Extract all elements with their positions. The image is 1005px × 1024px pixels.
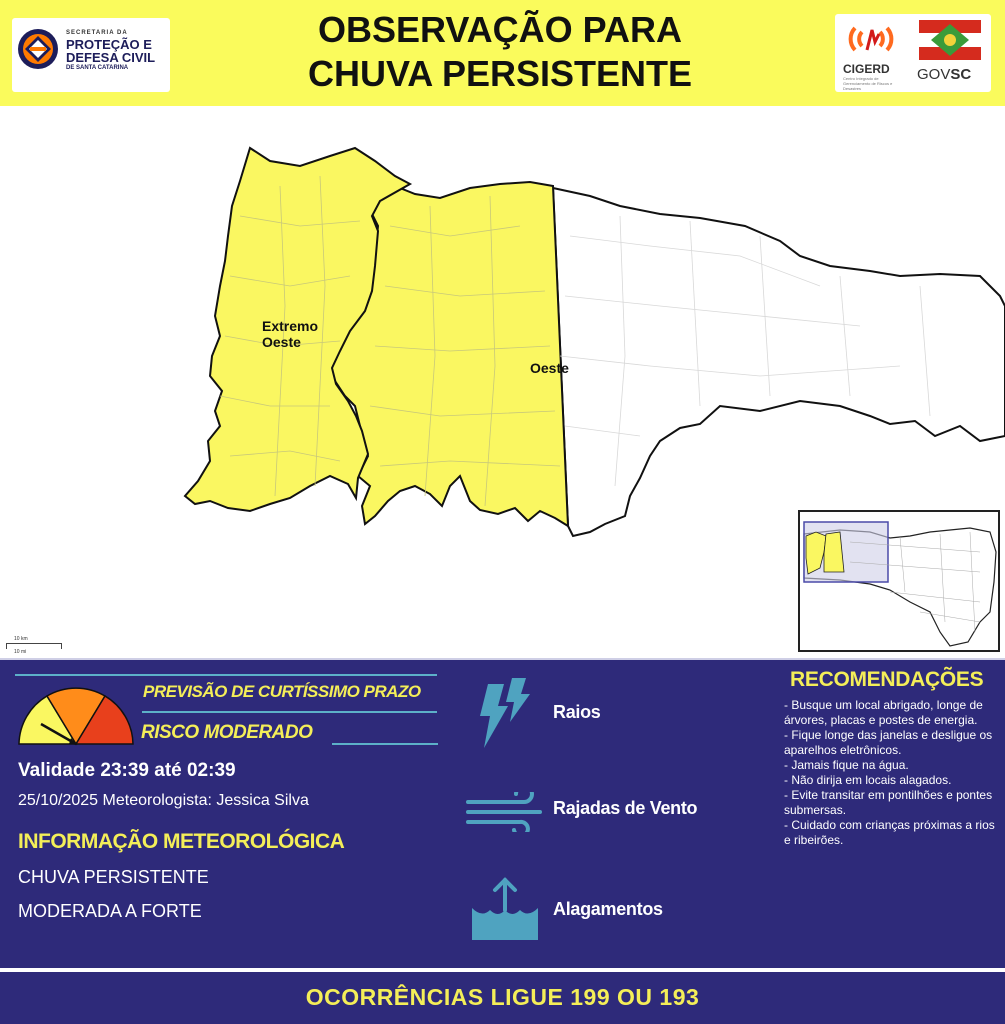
validity-text: Validade 23:39 até 02:39 <box>18 760 236 781</box>
info-title: INFORMAÇÃO METEOROLÓGICA <box>18 830 345 853</box>
info-line2: MODERADA A FORTE <box>18 901 202 921</box>
recommendation-item: - Jamais fique na água. <box>784 758 909 772</box>
recommendation-item: - Não dirija em locais alagados. <box>784 773 952 787</box>
region-label-line1: Oeste <box>530 360 569 376</box>
risk-level: RISCO MODERADO <box>141 722 313 743</box>
recommendation-item: - Cuidado com crianças próximas a rios e ribeirões. <box>784 818 995 847</box>
divider-line <box>142 711 437 713</box>
logo-line2: DEFESA CIVIL <box>66 50 156 65</box>
region-label-oeste <box>530 360 569 376</box>
govsc-logos <box>835 14 991 92</box>
logo-line3: DE SANTA CATARINA <box>66 65 129 71</box>
risk-gauge-icon <box>15 686 137 748</box>
govsc-suffix: SC <box>950 66 972 83</box>
state-locator-map <box>800 512 998 650</box>
scale-km: 10 km <box>14 636 28 642</box>
header-bar <box>0 0 1005 106</box>
info-line1: CHUVA PERSISTENTE <box>18 867 209 887</box>
cigerd-icon <box>845 20 905 60</box>
title-line2: CHUVA PERSISTENTE <box>307 53 693 94</box>
govsc-prefix: GOV <box>917 66 951 83</box>
recommendations-title: RECOMENDAÇÕES <box>790 668 984 691</box>
recommendations-list <box>784 698 998 848</box>
recommendation-item: - Busque um local abrigado, longe de árvores, placas e postes de energia. <box>784 698 983 727</box>
flood-icon <box>470 876 540 942</box>
defesa-civil-logo <box>12 18 170 92</box>
wind-icon <box>466 792 550 832</box>
recommendation-item: - Fique longe das janelas e desligue os aparelhos eletrônicos. <box>784 728 993 757</box>
hazard-label-alagamentos: Alagamentos <box>553 899 663 919</box>
meteorologist-text: 25/10/2025 Meteorologista: Jessica Silva <box>18 792 309 809</box>
region-label-line1: Extremo <box>262 318 319 334</box>
logo-line1: PROTEÇÃO E <box>66 37 152 52</box>
map-scale <box>6 636 62 655</box>
scale-mi: 10 mi <box>14 649 27 655</box>
divider-line <box>332 743 438 745</box>
lightning-icon <box>474 676 534 750</box>
santa-catarina-flag-icon <box>919 20 981 60</box>
footer-bar <box>0 968 1005 1024</box>
hazard-label-raios: Raios <box>553 702 601 722</box>
locator-inset-map <box>798 510 1000 652</box>
defesa-civil-emblem-icon <box>16 27 60 71</box>
page-title <box>240 8 760 96</box>
divider-line <box>15 674 437 676</box>
title-line1: OBSERVAÇÃO PARA <box>317 9 683 50</box>
forecast-type: PREVISÃO DE CURTÍSSIMO PRAZO <box>143 682 421 701</box>
cigerd-label: CIGERD <box>843 62 890 76</box>
govsc-label <box>917 66 971 83</box>
logo-small-text: SECRETARIA DA <box>66 30 128 36</box>
emergency-numbers: OCORRÊNCIAS LIGUE 199 OU 193 <box>305 984 700 1010</box>
region-label-line2: Oeste <box>262 334 301 350</box>
region-label-extremo-oeste <box>262 318 318 350</box>
hazard-label-rajadas: Rajadas de Vento <box>553 798 698 818</box>
recommendation-item: - Evite transitar em pontilhões e pontes submersas. <box>784 788 993 817</box>
cigerd-subtitle: Centro Integrado de Gerenciamento de Riscos e Desastres <box>843 76 893 91</box>
